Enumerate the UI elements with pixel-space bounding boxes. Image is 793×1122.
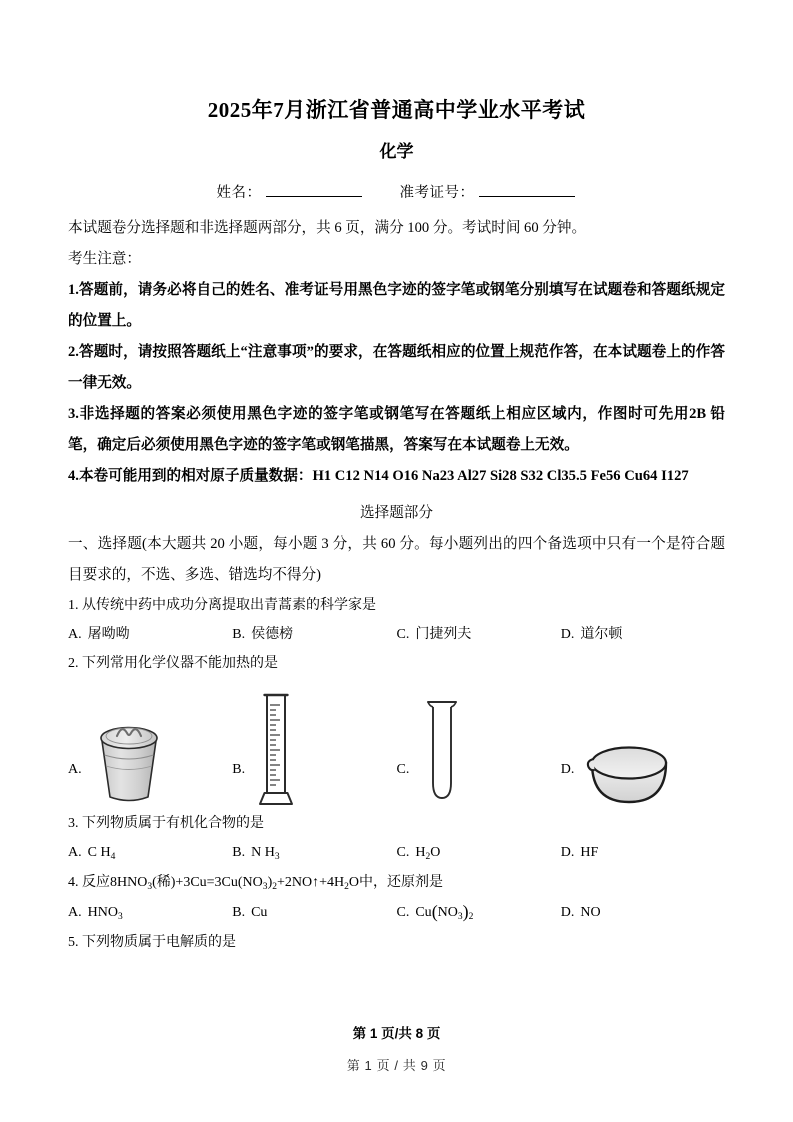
formula-cu: Cu <box>251 905 268 921</box>
option-d[interactable]: D. NO <box>560 905 601 921</box>
notice-item-2: 2.答题时，请按照答题纸上“注意事项”的要求，在答题纸相应的位置上规范作答，在本试题卷上的作答一律无效。 <box>68 344 725 392</box>
option-a[interactable]: A. C $H_4$ <box>68 845 116 863</box>
question-5-number: 5. <box>68 935 79 951</box>
test-tube-icon <box>419 695 465 807</box>
option-a[interactable]: A. $HNO_3$ <box>68 905 123 923</box>
question-4-equation: $8HNO_3$(稀)$+3Cu=3Cu(NO_3)_2+2NO↑+4H_2O$ <box>110 875 360 893</box>
formula-cu-no3-2: $Cu(NO_3)_2$ <box>415 901 474 923</box>
viewer-page-indicator: 第 1 页 / 共 9 页 <box>346 1058 447 1073</box>
formula-nh3: N $H_3$ <box>251 845 280 863</box>
name-label: 姓名： <box>216 185 262 202</box>
option-b[interactable]: B. Cu <box>232 905 268 921</box>
option-c[interactable]: C. $Cu(NO_3)_2$ <box>396 901 474 923</box>
figure-option-a-label: A. <box>68 762 82 778</box>
question-4-stem <box>68 868 725 899</box>
question-3-options <box>68 839 725 868</box>
formula-hno3: $HNO_3$ <box>87 905 123 923</box>
question-2-text: 下列常用化学仪器不能加热的是 <box>82 656 278 672</box>
option-b[interactable]: B. 侯德榜 <box>232 627 294 643</box>
formula-ch4: C $H_4$ <box>87 845 116 863</box>
option-d[interactable]: D. HF <box>560 845 599 861</box>
crucible-icon <box>90 715 168 807</box>
atomic-mass-label: 4.本卷可能用到的相对原子质量数据： <box>68 468 313 485</box>
question-1-stem <box>68 591 725 621</box>
part-one-directions: 一、选择题(本大题共 20 小题，每小题 3 分，共 60 分。每小题列出的四个备选项中只有一个是符合题目要求的，不选、多选、错选均不得分) <box>68 536 725 584</box>
name-input-blank[interactable] <box>266 184 362 197</box>
question-2-figure-options <box>68 685 725 807</box>
figure-option-c-label: C. <box>396 762 410 778</box>
question-4-number: 4. <box>68 875 79 891</box>
exam-overview: 本试题卷分选择题和非选择题两部分，共 6 页，满分 100 分。考试时间 60 分钟。 <box>68 220 587 237</box>
figure-option-b-label: B. <box>232 762 246 778</box>
question-3-number: 3. <box>68 816 79 832</box>
option-b[interactable]: B. N $H_3$ <box>232 845 280 863</box>
figure-option-a[interactable] <box>68 685 232 807</box>
atomic-mass-note <box>68 461 725 492</box>
question-3-text: 下列物质属于有机化合物的是 <box>82 816 264 832</box>
notice-item-3: 3.非选择题的答案必须使用黑色字迹的签字笔或钢笔写在答题纸上相应区域内，作图时可先用2B 铅笔，确定后必须使用黑色字迹的签字笔或钢笔描黑，答案写在本试题卷上无效。 <box>68 406 725 454</box>
question-2-stem <box>68 649 725 679</box>
formula-no: NO <box>580 905 601 921</box>
option-c[interactable]: C. 门捷列夫 <box>396 627 472 643</box>
question-3-stem <box>68 809 725 839</box>
figure-option-b[interactable] <box>232 685 396 807</box>
graduated-cylinder-icon <box>254 689 298 807</box>
formula-h2o: $H_2O$ <box>415 845 441 863</box>
formula-hf: HF <box>580 845 599 861</box>
notice-item-1: 1.答题前，请务必将自己的姓名、准考证号用黑色字迹的签字笔或钢笔分别填写在试题卷和答题纸规定的位置上。 <box>68 282 725 330</box>
page-title: 2025年7月浙江省普通高中学业水平考试 <box>207 98 586 122</box>
document-page-footer: 第 1 页/共 8 页 <box>352 1026 441 1041</box>
section-heading: 选择题部分 <box>360 505 433 522</box>
option-a[interactable]: A. 屠呦呦 <box>68 627 130 643</box>
question-2-number: 2. <box>68 656 79 672</box>
question-4-options <box>68 899 725 928</box>
figure-option-d[interactable] <box>561 685 725 807</box>
subject-title: 化学 <box>379 142 414 162</box>
question-4-prefix: 反应 <box>82 875 110 891</box>
ticket-label: 准考证号： <box>399 185 475 202</box>
question-5-stem <box>68 928 725 958</box>
atomic-mass-values: H1 C12 N14 O16 Na23 Al27 Si28 S32 Cl35.5 Fe56 Cu64 I127 <box>312 468 689 485</box>
question-1-number: 1. <box>68 598 79 614</box>
figure-option-c[interactable] <box>397 685 561 807</box>
ticket-input-blank[interactable] <box>479 184 575 197</box>
evaporating-dish-icon <box>583 733 675 807</box>
question-4-suffix: 中，还原剂是 <box>359 875 444 891</box>
figure-option-d-label: D. <box>560 762 575 778</box>
question-1-options <box>68 621 725 649</box>
option-d[interactable]: D. 道尔顿 <box>560 627 623 643</box>
identity-line <box>68 163 725 202</box>
option-c[interactable]: C. $H_2O$ <box>396 845 441 863</box>
notice-heading: 考生注意： <box>68 251 141 268</box>
question-5-text: 下列物质属于电解质的是 <box>82 935 236 951</box>
question-1-text: 从传统中药中成功分离提取出青蒿素的科学家是 <box>82 598 376 614</box>
